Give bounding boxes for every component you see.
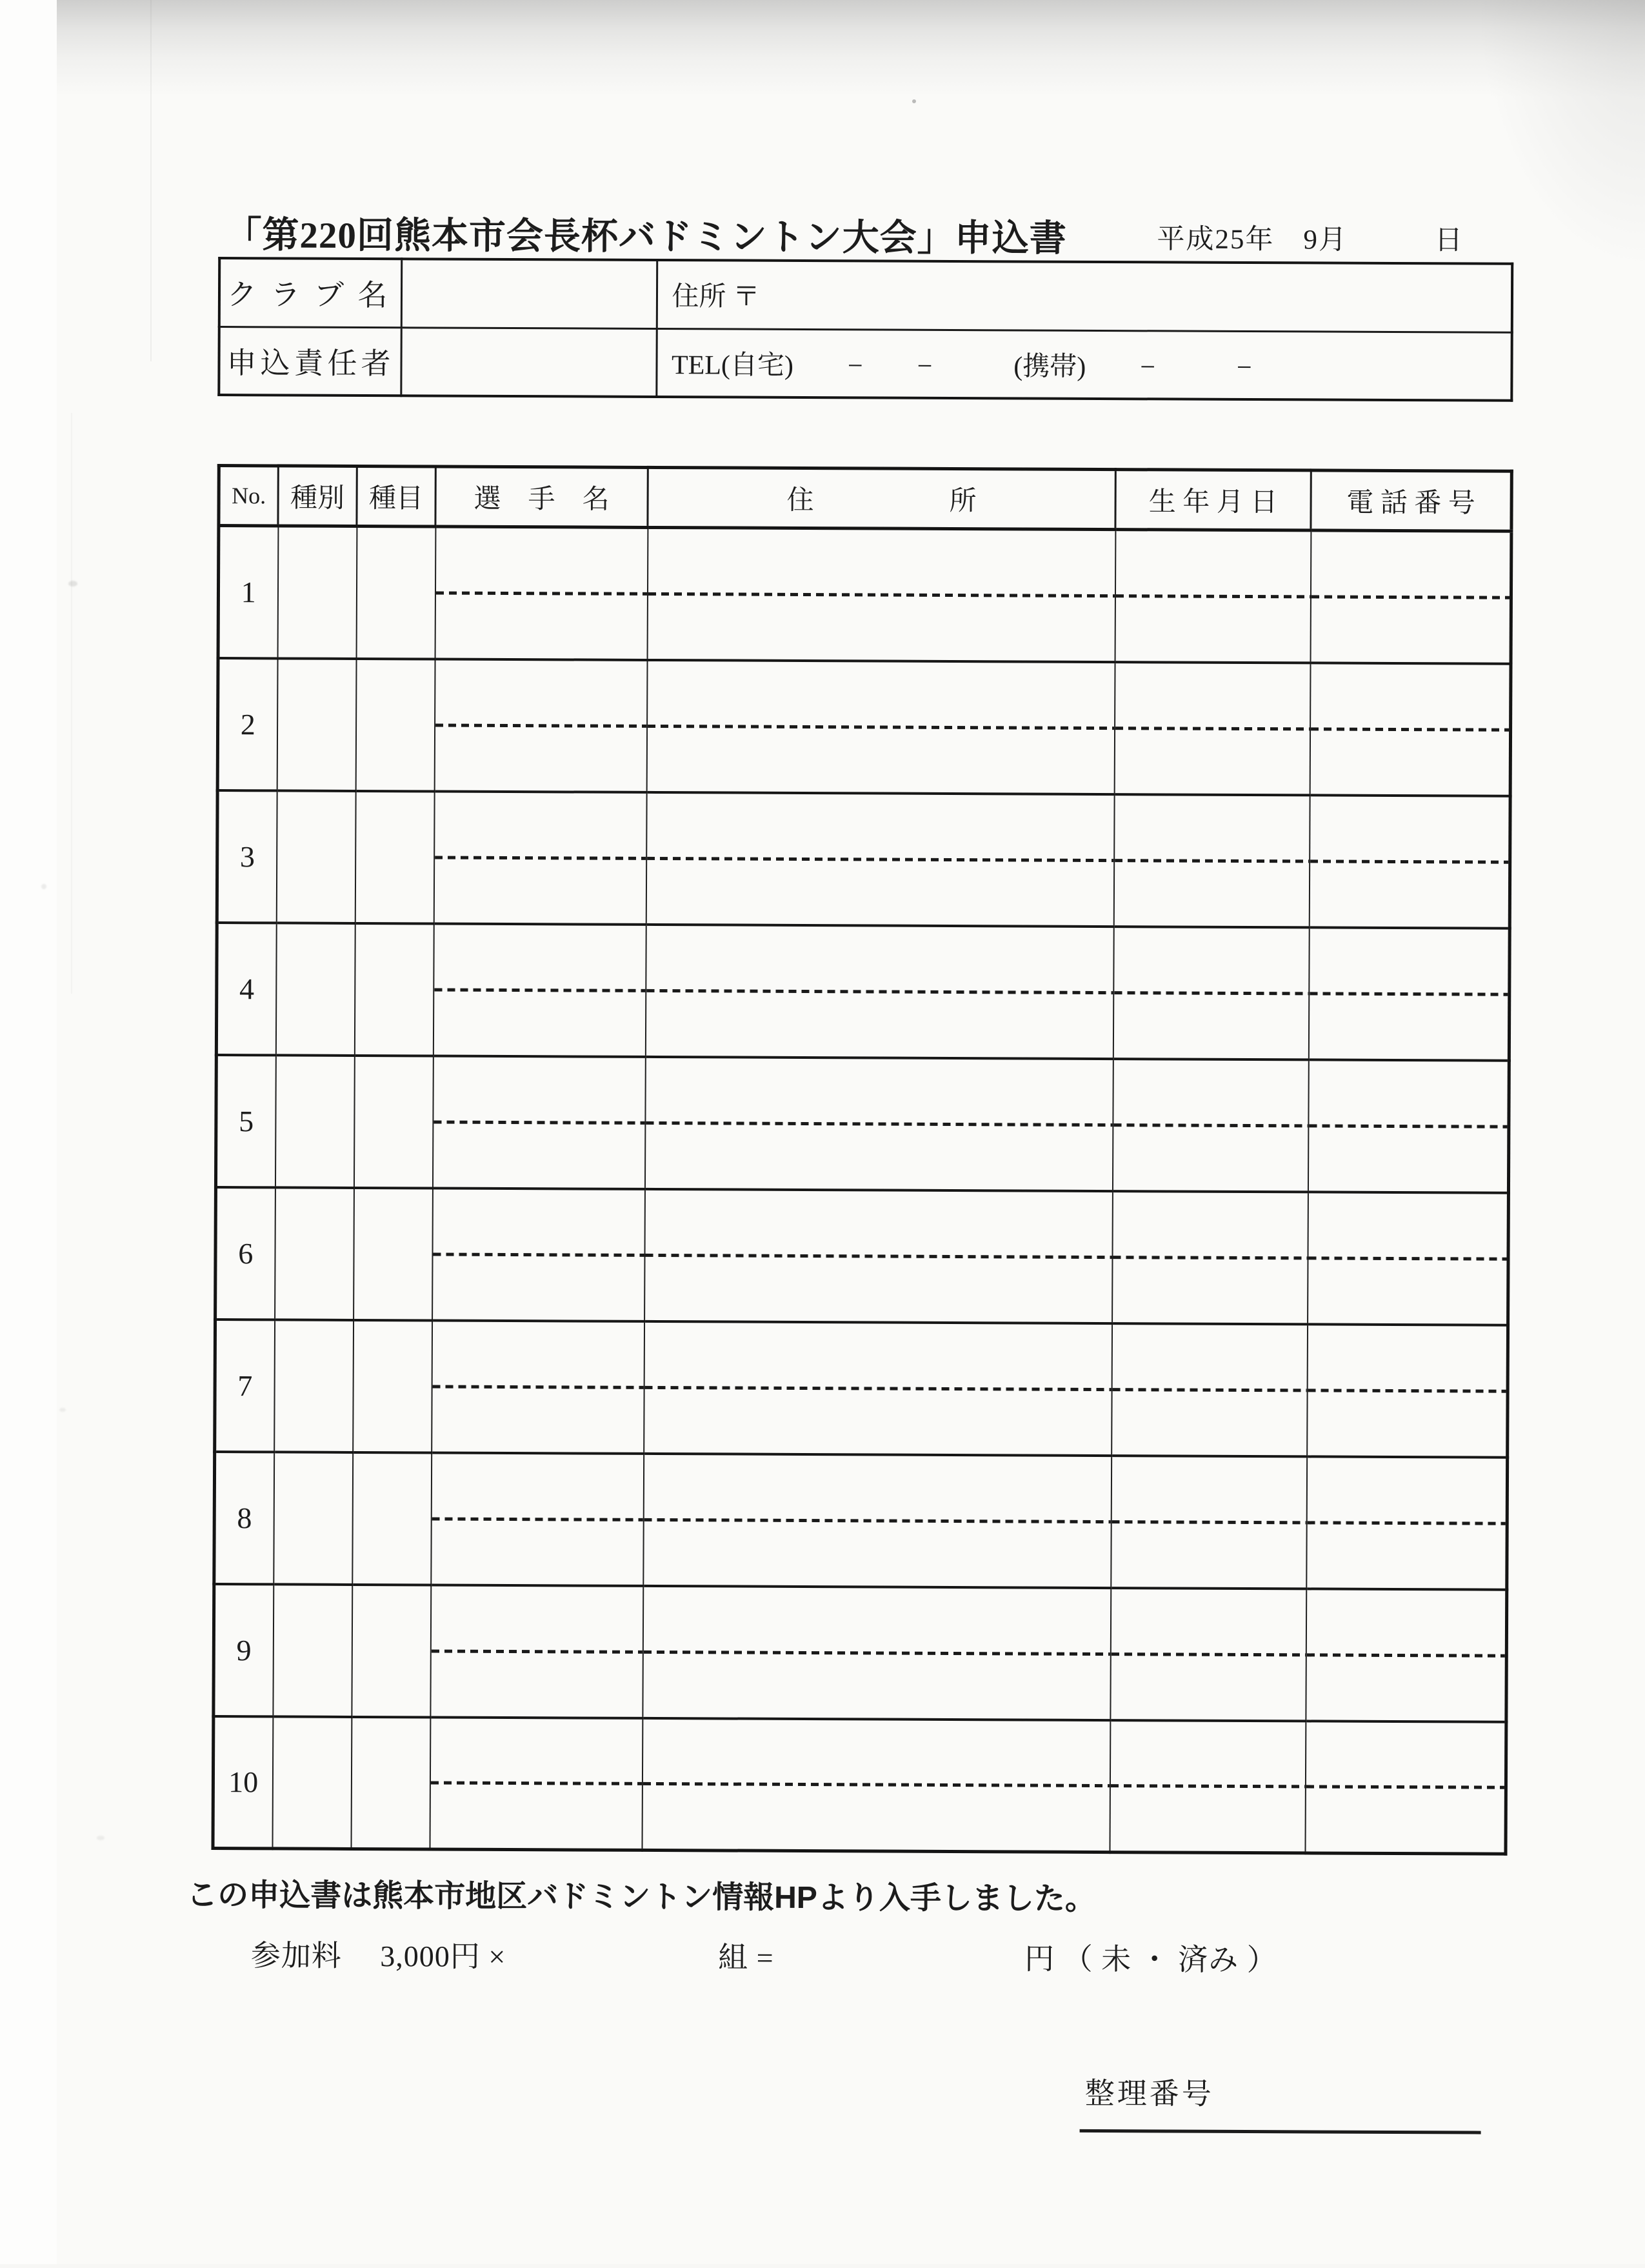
event-cell [355, 658, 435, 791]
row-divider-dashed-line [1112, 1388, 1306, 1392]
phone-cell [1309, 795, 1510, 928]
category-cell [274, 1320, 354, 1452]
row-divider-dashed-line [1310, 859, 1509, 863]
row-divider-dashed-line [435, 591, 646, 595]
roster-row [214, 1452, 1508, 1590]
form-title: 「第220回熊本市会長杯バドミントン大会」申込書 [224, 215, 1067, 259]
event-cell [354, 1187, 433, 1320]
row-divider-dashed-line [643, 1650, 1110, 1655]
row-number-cell: 5 [215, 1055, 275, 1187]
row-number-cell: 7 [215, 1320, 275, 1452]
club-info-table [217, 257, 1513, 402]
event-cell [351, 1716, 430, 1849]
roster-row [215, 1055, 1509, 1193]
row-divider-dashed-line [648, 724, 1114, 729]
category-cell [275, 923, 355, 1056]
roster-row [215, 1320, 1508, 1458]
address-cell [643, 1585, 1111, 1720]
row-divider-dashed-line [1111, 1652, 1305, 1656]
phone-cell [1310, 530, 1511, 663]
row-divider-dashed-line [1307, 1521, 1506, 1525]
applicant-blank-field [401, 327, 656, 397]
row-divider-dashed-line [433, 1252, 644, 1256]
header-no: No. [219, 466, 278, 526]
player-name-cell [430, 1717, 643, 1850]
roster-table [211, 464, 1513, 1856]
birthdate-cell [1115, 530, 1311, 663]
player-name-cell [430, 1585, 643, 1718]
birthdate-cell [1112, 1191, 1308, 1324]
row-number-cell: 10 [213, 1716, 273, 1849]
header-birthdate: 生 年 月 日 [1115, 470, 1311, 530]
row-divider-dashed-line [647, 856, 1113, 861]
row-divider-dashed-line [646, 1121, 1112, 1126]
row-divider-dashed-line [1306, 1653, 1505, 1657]
roster-row [217, 658, 1511, 796]
row-number-cell: 8 [214, 1452, 274, 1584]
row-divider-dashed-line [1112, 1520, 1306, 1524]
row-divider-dashed-line [644, 1385, 1111, 1390]
applicant-row [219, 326, 1511, 401]
birthdate-cell [1111, 1456, 1307, 1589]
row-number-cell: 3 [217, 790, 277, 923]
birthdate-cell [1112, 1059, 1308, 1192]
category-cell [276, 790, 355, 923]
birthdate-cell [1114, 662, 1310, 795]
category-cell [272, 1716, 352, 1849]
player-name-cell [432, 1320, 644, 1453]
telephone-label: TEL(自宅) − − (携帯) − − [656, 328, 1511, 401]
category-cell [275, 1055, 354, 1188]
header-phone: 電 話 番 号 [1311, 470, 1511, 531]
row-number-cell: 2 [217, 658, 277, 790]
row-divider-dashed-line [432, 1517, 643, 1521]
row-divider-dashed-line [1310, 992, 1508, 996]
row-divider-dashed-line [645, 1253, 1112, 1258]
event-cell [354, 923, 434, 1056]
roster-row [215, 1187, 1509, 1325]
row-divider-dashed-line [644, 1518, 1110, 1523]
category-cell [277, 526, 357, 659]
entry-fee-line: 参加料 3,000円 × 組 = 円 （ 未 ・ 済み ） [250, 1939, 1277, 1977]
address-cell [647, 527, 1115, 661]
address-cell [642, 1718, 1110, 1852]
row-divider-dashed-line [1308, 1389, 1506, 1392]
row-divider-dashed-line [432, 1385, 643, 1389]
phone-cell [1308, 1059, 1509, 1192]
row-divider-dashed-line [643, 1782, 1109, 1787]
row-divider-dashed-line [1308, 1256, 1507, 1260]
event-cell [353, 1320, 432, 1452]
row-divider-dashed-line [1309, 1124, 1508, 1128]
row-divider-dashed-line [648, 592, 1114, 597]
address-cell [644, 1189, 1113, 1323]
address-cell [643, 1453, 1112, 1587]
row-divider-dashed-line [1114, 991, 1308, 995]
roster-body [213, 526, 1511, 1854]
serial-number-label: 整理番号 [1084, 2076, 1214, 2111]
row-divider-dashed-line [435, 723, 646, 727]
row-number-cell: 1 [218, 526, 278, 658]
phone-cell [1308, 927, 1510, 1060]
player-name-cell [431, 1452, 644, 1585]
birthdate-cell [1110, 1720, 1306, 1853]
roster-row [214, 1584, 1507, 1722]
serial-number-block [1080, 2070, 1481, 2134]
category-cell [274, 1452, 353, 1585]
row-divider-dashed-line [1311, 727, 1510, 731]
birthdate-cell [1110, 1588, 1306, 1721]
row-divider-dashed-line [1113, 1256, 1307, 1259]
row-divider-dashed-line [1110, 1784, 1304, 1788]
roster-row [218, 526, 1511, 664]
header-player-name: 選 手 名 [435, 467, 648, 527]
player-name-cell [434, 791, 646, 924]
club-name-label: ク ラ ブ 名 [219, 258, 401, 327]
row-divider-dashed-line [430, 1781, 641, 1785]
birthdate-cell [1112, 1323, 1308, 1456]
row-number-cell: 4 [216, 923, 276, 1055]
row-divider-dashed-line [1113, 1123, 1308, 1127]
category-cell [277, 658, 356, 791]
event-cell [352, 1452, 432, 1585]
event-cell [352, 1584, 431, 1717]
birthdate-cell [1113, 794, 1310, 927]
player-name-cell [433, 923, 646, 1056]
address-cell [644, 1056, 1113, 1190]
row-divider-dashed-line [1115, 859, 1309, 863]
source-note: この申込書は熊本市地区バドミントン情報HPより入手しました。 [186, 1878, 1097, 1916]
category-cell [275, 1187, 354, 1320]
category-cell [273, 1584, 352, 1717]
header-event: 種目 [357, 466, 435, 527]
phone-cell [1305, 1721, 1506, 1854]
event-cell [356, 526, 435, 659]
address-cell [645, 924, 1113, 1058]
row-number-cell: 6 [215, 1187, 275, 1320]
row-divider-dashed-line [435, 856, 646, 859]
phone-cell [1308, 1192, 1509, 1325]
player-name-cell [432, 1188, 645, 1321]
roster-row [217, 790, 1510, 928]
row-divider-dashed-line [434, 988, 645, 992]
phone-cell [1306, 1589, 1507, 1721]
address-cell [646, 792, 1114, 926]
applicant-label: 申込責任者 [219, 326, 401, 396]
phone-cell [1306, 1456, 1508, 1589]
club-name-row [219, 258, 1512, 332]
birthdate-cell [1113, 927, 1309, 1059]
roster-row [216, 923, 1510, 1061]
player-name-cell [435, 527, 648, 659]
phone-cell [1307, 1324, 1508, 1457]
event-cell [354, 1055, 433, 1188]
header-category: 種別 [278, 466, 357, 527]
address-cell [646, 659, 1115, 794]
row-number-cell: 9 [214, 1584, 274, 1716]
row-divider-dashed-line [431, 1649, 642, 1653]
row-divider-dashed-line [1115, 594, 1310, 598]
roster-row [213, 1716, 1506, 1854]
row-divider-dashed-line [1311, 595, 1510, 599]
header-address: 住 所 [648, 467, 1115, 529]
form-date: 平成25年 9月 日 [1157, 224, 1464, 256]
player-name-cell [432, 1056, 645, 1189]
address-postal-label: 住所 〒 [657, 260, 1512, 332]
roster-header-row [219, 466, 1511, 532]
phone-cell [1310, 663, 1511, 796]
row-divider-dashed-line [434, 1120, 644, 1124]
event-cell [355, 790, 434, 923]
row-divider-dashed-line [646, 988, 1113, 994]
club-name-blank-field [401, 259, 657, 328]
row-divider-dashed-line [1115, 727, 1310, 730]
serial-number-underline [1080, 2129, 1481, 2134]
address-cell [644, 1321, 1112, 1455]
player-name-cell [434, 659, 647, 792]
row-divider-dashed-line [1306, 1785, 1504, 1789]
